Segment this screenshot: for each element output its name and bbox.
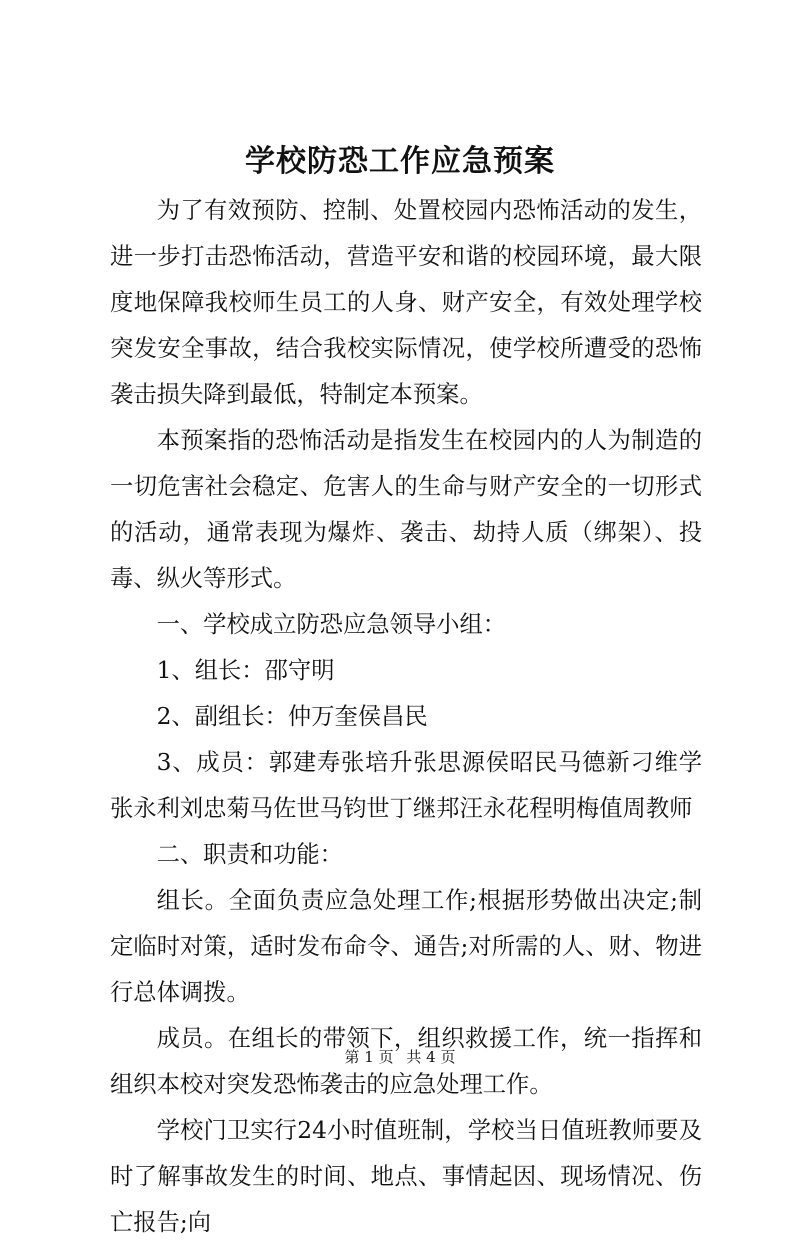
page-footer	[0, 1047, 800, 1067]
document-body	[110, 188, 702, 1246]
paragraph-purpose: 为了有效预防、控制、处置校园内恐怖活动的发生，进一步打击恐怖活动，营造平安和谐的校园环境，最大限度地保障我校师生员工的人身、财产安全，有效处理学校突发安全事故，结合我校实际情况，使学校所遭受的恐怖袭击损失降到最低，特制定本预案。	[110, 197, 702, 408]
guard-duty-paragraph: 学校门卫实行24小时值班制，学校当日值班教师要及时了解事故发生的时间、地点、事情起因、现场情况、伤亡报告;向	[110, 1117, 702, 1236]
section-heading-leadership: 一、学校成立防恐应急领导小组：	[156, 611, 507, 638]
deputy-leader-line: 2、副组长：仲万奎侯昌民	[156, 703, 428, 730]
leader-line: 1、组长：邵守明	[156, 657, 335, 684]
leader-duties-paragraph: 组长。全面负责应急处理工作;根据形势做出决定;制定临时对策，适时发布命令、通告;对所需的人、财、物进行总体调拨。	[110, 887, 702, 1006]
section-heading-duties: 二、职责和功能：	[156, 841, 343, 868]
document-title: 学校防恐工作应急预案	[245, 144, 555, 179]
total-pages: 共 4 页	[406, 1048, 456, 1066]
page-number: 第 1 页	[344, 1048, 394, 1066]
paragraph-definition: 本预案指的恐怖活动是指发生在校园内的人为制造的一切危害社会稳定、危害人的生命与财产安全的一切形式的活动，通常表现为爆炸、袭击、劫持人质（绑架）、投毒、纵火等形式。	[110, 427, 702, 592]
member-duties-paragraph: 成员。在组长的带领下，组织救援工作，统一指挥和组织本校对突发恐怖袭击的应急处理工作。	[110, 1025, 702, 1098]
members-line: 3、成员：郭建寿张培升张思源侯昭民马德新刁维学张永利刘忠菊马佐世马钧世丁继邦汪永花程明梅值周教师	[110, 749, 702, 822]
